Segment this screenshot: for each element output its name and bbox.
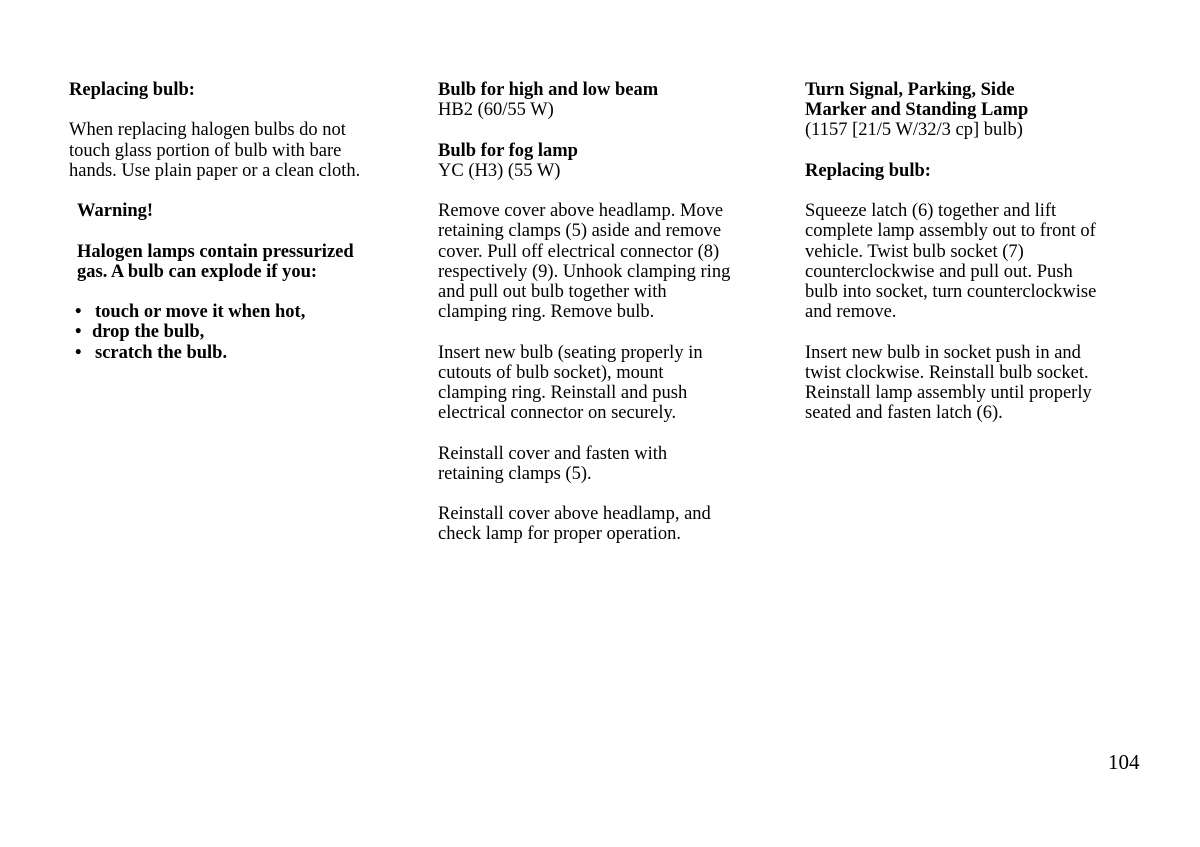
latch-line-3: vehicle. Twist bulb socket (7) [805, 241, 1024, 262]
latch-line-5: bulb into socket, turn counterclockwise [805, 282, 1097, 302]
warning-bullet-3 [69, 343, 409, 363]
reinstall-cover-line-2: retaining clamps (5). [438, 463, 592, 484]
insert-socket-line-2: twist clockwise. Reinstall bulb socket. [805, 362, 1089, 383]
high-low-beam-heading: Bulb for high and low beam [438, 80, 659, 100]
bullet-text: touch or move it when hot, [95, 302, 306, 323]
warning-bullet-2 [69, 322, 409, 342]
insert-socket-line-4: seated and fasten latch (6). [805, 403, 1003, 424]
insert-socket-line-3: Reinstall lamp assembly until properly [805, 383, 1092, 403]
latch-line-6: and remove. [805, 302, 897, 323]
turn-signal-heading-line-1: Turn Signal, Parking, Side [805, 80, 1015, 100]
bullet-text: scratch the bulb. [95, 342, 228, 363]
middle-column [438, 80, 783, 545]
fog-lamp-heading: Bulb for fog lamp [438, 140, 578, 161]
fog-lamp-spec: YC (H3) (55 W) [438, 160, 561, 181]
insert-line-2: cutouts of bulb socket), mount [438, 362, 664, 383]
removal-line-5: and pull out bulb together with [438, 282, 667, 302]
check-lamp-line-1: Reinstall cover above headlamp, and [438, 504, 711, 525]
high-low-beam-spec: HB2 (60/55 W) [438, 100, 554, 121]
bullet-dot: • [75, 322, 82, 343]
removal-line-4: respectively (9). Unhook clamping ring [438, 261, 731, 282]
removal-line-1: Remove cover above headlamp. Move [438, 201, 724, 222]
reinstall-cover-line-1: Reinstall cover and fasten with [438, 443, 668, 464]
intro-line-1: When replacing halogen bulbs do not [69, 120, 346, 141]
turn-signal-heading-line-2: Marker and Standing Lamp [805, 100, 1029, 121]
removal-line-3: cover. Pull off electrical connector (8) [438, 241, 720, 262]
removal-line-2: retaining clamps (5) aside and remove [438, 221, 722, 242]
bullet-text: drop the bulb, [92, 322, 205, 343]
intro-line-3: hands. Use plain paper or a clean cloth. [69, 160, 361, 181]
right-column [805, 80, 1150, 423]
insert-line-4: electrical connector on securely. [438, 403, 677, 424]
warning-line-2: gas. A bulb can explode if you: [77, 261, 318, 282]
check-lamp-line-2: check lamp for proper operation. [438, 524, 681, 545]
insert-socket-line-1: Insert new bulb in socket push in and [805, 342, 1081, 363]
replacing-bulb-subheading: Replacing bulb: [805, 160, 931, 181]
bullet-dot: • [75, 302, 82, 323]
warning-line-1: Halogen lamps contain pressurized [77, 241, 354, 262]
latch-line-1: Squeeze latch (6) together and lift [805, 201, 1057, 222]
turn-signal-bulb-spec: (1157 [21/5 W/32/3 cp] bulb) [805, 120, 1023, 141]
insert-line-1: Insert new bulb (seating properly in [438, 342, 703, 363]
latch-line-2: complete lamp assembly out to front of [805, 221, 1096, 242]
left-column [69, 80, 409, 363]
warning-bullet-1 [69, 302, 409, 322]
warning-title: Warning! [77, 201, 154, 222]
insert-line-3: clamping ring. Reinstall and push [438, 383, 688, 403]
removal-line-6: clamping ring. Remove bulb. [438, 302, 655, 323]
bullet-dot: • [75, 342, 82, 363]
intro-line-2: touch glass portion of bulb with bare [69, 140, 342, 161]
latch-line-4: counterclockwise and pull out. Push [805, 261, 1073, 282]
replacing-bulb-heading: Replacing bulb: [69, 80, 195, 100]
page-number: 104 [1108, 750, 1140, 774]
